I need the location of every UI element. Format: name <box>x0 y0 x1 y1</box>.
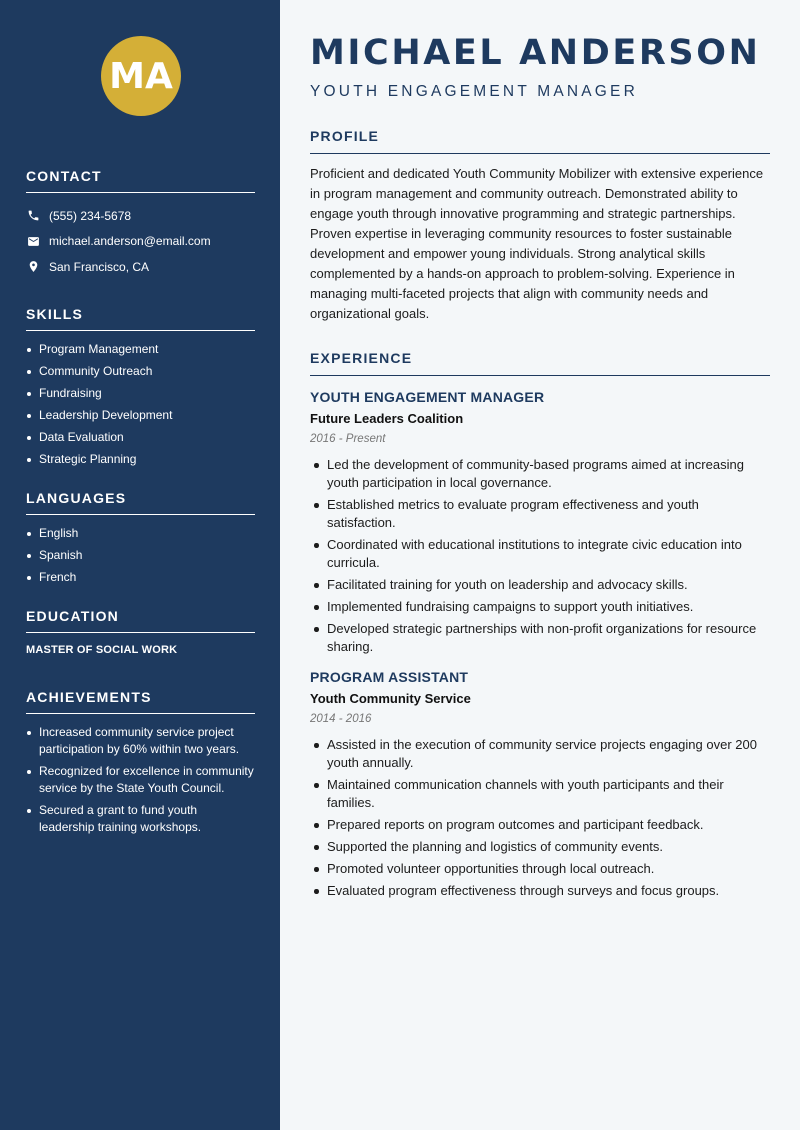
duty-item: Developed strategic partnerships with non-profit organizations for resource sharing. <box>310 620 770 656</box>
job-dates: 2014 - 2016 <box>310 713 372 725</box>
skill-item: Leadership Development <box>26 407 255 424</box>
skill-item: Community Outreach <box>26 363 255 380</box>
experience-section <box>310 350 770 900</box>
contact-location-text: San Francisco, CA <box>49 259 150 274</box>
candidate-title: YOUTH ENGAGEMENT MANAGER <box>310 83 638 100</box>
candidate-name: MICHAEL ANDERSON <box>310 33 761 73</box>
contact-phone <box>26 203 255 229</box>
job-entry <box>310 388 770 656</box>
job-role: YOUTH ENGAGEMENT MANAGER <box>310 389 545 405</box>
skills-section <box>26 306 255 468</box>
duty-item: Implemented fundraising campaigns to support youth initiatives. <box>310 598 770 616</box>
languages-heading: LANGUAGES <box>26 490 255 515</box>
skill-item: Program Management <box>26 341 255 358</box>
job-duties <box>310 736 770 900</box>
duty-item: Led the development of community-based programs aimed at increasing youth participation in local governance. <box>310 456 770 492</box>
duty-item: Established metrics to evaluate program effectiveness and youth satisfaction. <box>310 496 770 532</box>
contact-phone-text: (555) 234-5678 <box>49 208 132 223</box>
duty-item: Promoted volunteer opportunities through local outreach. <box>310 860 770 878</box>
education-section <box>26 608 255 656</box>
job-duties <box>310 456 770 656</box>
skills-list <box>26 341 255 468</box>
job-entry <box>310 668 770 900</box>
profile-section <box>310 128 770 324</box>
sidebar <box>0 0 280 1130</box>
location-pin-icon <box>26 260 40 274</box>
job-organization: Youth Community Service <box>310 691 471 706</box>
profile-text: Proficient and dedicated Youth Community Mobilizer with extensive experience in program management and community outreach. Demonstrated ability to engage youth through innovative programming and strategic partnerships. Proven expertise in leveraging community resources to foster sustainable development and empower young individuals. Strong analytical skills complemented by a hands-on approach to problem-solving. Experience in managing multi-faceted projects that align with community needs and organizational goals. <box>310 166 764 321</box>
experience-heading: EXPERIENCE <box>310 350 770 376</box>
language-item: English <box>26 525 255 542</box>
education-heading: EDUCATION <box>26 608 255 633</box>
achievement-item: Increased community service project participation by 60% within two years. <box>26 724 255 758</box>
contact-list <box>26 203 255 280</box>
education-degree: MASTER OF SOCIAL WORK <box>26 643 178 656</box>
skill-item: Strategic Planning <box>26 451 255 468</box>
duty-item: Prepared reports on program outcomes and participant feedback. <box>310 816 770 834</box>
job-organization: Future Leaders Coalition <box>310 411 464 426</box>
profile-heading: PROFILE <box>310 128 770 154</box>
contact-email-text: michael.anderson@email.com <box>49 234 211 249</box>
skill-item: Data Evaluation <box>26 429 255 446</box>
main-content <box>280 0 800 1130</box>
language-item: French <box>26 569 255 586</box>
job-role: PROGRAM ASSISTANT <box>310 669 469 685</box>
avatar: MA <box>101 36 181 116</box>
achievements-section <box>26 689 255 836</box>
contact-heading: CONTACT <box>26 168 255 193</box>
achievement-item: Secured a grant to fund youth leadership training workshops. <box>26 802 255 836</box>
achievements-heading: ACHIEVEMENTS <box>26 689 255 714</box>
skills-heading: SKILLS <box>26 306 255 331</box>
duty-item: Coordinated with educational institutions to integrate civic education into curricula. <box>310 536 770 572</box>
duty-item: Evaluated program effectiveness through surveys and focus groups. <box>310 882 770 900</box>
email-icon <box>26 234 40 248</box>
contact-location <box>26 254 255 280</box>
contact-section <box>26 168 255 280</box>
languages-list <box>26 525 255 586</box>
duty-item: Supported the planning and logistics of community events. <box>310 838 770 856</box>
contact-email <box>26 229 255 255</box>
achievements-list <box>26 724 255 836</box>
achievement-item: Recognized for excellence in community service by the State Youth Council. <box>26 763 255 797</box>
duty-item: Assisted in the execution of community service projects engaging over 200 youth annually. <box>310 736 770 772</box>
job-dates: 2016 - Present <box>310 433 386 445</box>
languages-section <box>26 490 255 586</box>
duty-item: Maintained communication channels with youth participants and their families. <box>310 776 770 812</box>
phone-icon <box>26 209 40 223</box>
language-item: Spanish <box>26 547 255 564</box>
skill-item: Fundraising <box>26 385 255 402</box>
duty-item: Facilitated training for youth on leadership and advocacy skills. <box>310 576 770 594</box>
